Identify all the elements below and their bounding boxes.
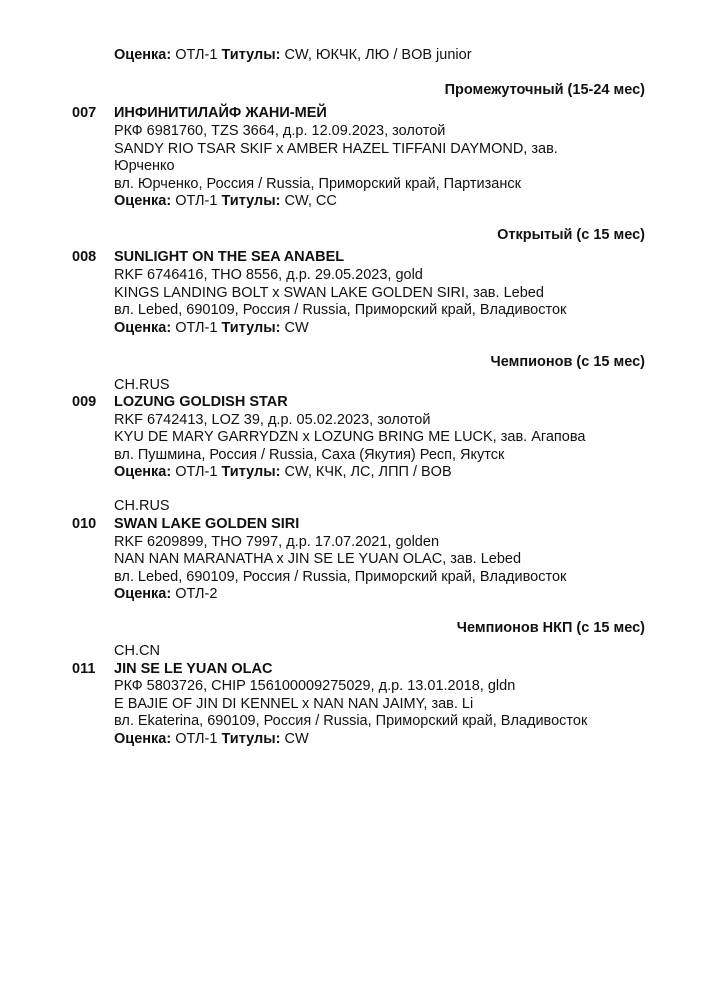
- titles-label: Титулы:: [221, 193, 281, 209]
- titles-label: Титулы:: [221, 731, 281, 747]
- parents-line: SANDY RIO TSAR SKIF x AMBER HAZEL TIFFANI DAYMOND, зав.: [114, 141, 558, 157]
- titles-value: CW, КЧК, ЛС, ЛПП / BOB: [284, 464, 452, 480]
- grade-value: ОТЛ-1: [175, 320, 218, 336]
- dog-name: SUNLIGHT ON THE SEA ANABEL: [114, 249, 345, 265]
- title-prefix: CH.RUS: [114, 498, 170, 514]
- titles-value: CW: [284, 320, 309, 336]
- owner-line: вл. Пушмина, Россия / Russia, Саха (Якутия) Респ, Якутск: [114, 447, 505, 463]
- section-heading: Чемпионов НКП (с 15 мес): [456, 620, 645, 636]
- section-heading: Чемпионов (с 15 мес): [490, 354, 645, 370]
- dog-name: ИНФИНИТИЛАЙФ ЖАНИ-МЕЙ: [114, 105, 327, 121]
- grade-line: [114, 193, 337, 211]
- top-grade-line: [114, 47, 472, 65]
- titles-label: Титулы:: [221, 320, 281, 336]
- owner-line: вл. Ekaterina, 690109, Россия / Russia, Приморский край, Владивосток: [114, 713, 588, 729]
- grade-line: [114, 320, 309, 338]
- titles-value: CW, CC: [284, 193, 337, 209]
- registration-line: RKF 6742413, LOZ 39, д.р. 05.02.2023, золотой: [114, 412, 431, 428]
- grade-value: ОТЛ-1: [175, 464, 218, 480]
- grade-value: ОТЛ-2: [175, 586, 218, 602]
- titles-label: Титулы:: [221, 464, 281, 480]
- entry-number: 010: [72, 516, 97, 532]
- dog-name: LOZUNG GOLDISH STAR: [114, 394, 288, 410]
- owner-line: вл. Lebed, 690109, Россия / Russia, Приморский край, Владивосток: [114, 569, 567, 585]
- owner-line: вл. Lebed, 690109, Россия / Russia, Приморский край, Владивосток: [114, 302, 567, 318]
- parents-line: KINGS LANDING BOLT x SWAN LAKE GOLDEN SIRI, зав. Lebed: [114, 285, 544, 301]
- grade-value: ОТЛ-1: [175, 731, 218, 747]
- title-prefix: CH.CN: [114, 643, 160, 659]
- grade-label: Оценка:: [114, 47, 172, 63]
- section-heading: Промежуточный (15-24 мес): [444, 82, 645, 98]
- entry-number: 011: [72, 661, 96, 677]
- grade-line: [114, 464, 452, 482]
- registration-line: РКФ 5803726, CHIP 156100009275029, д.р. 13.01.2018, gldn: [114, 678, 516, 694]
- dog-name: JIN SE LE YUAN OLAC: [114, 661, 273, 677]
- entry-number: 009: [72, 394, 97, 410]
- titles-value: CW: [284, 731, 309, 747]
- grade-label: Оценка:: [114, 193, 172, 209]
- entry-number: 007: [72, 105, 97, 121]
- grade-label: Оценка:: [114, 464, 172, 480]
- grade-label: Оценка:: [114, 731, 172, 747]
- grade-value: ОТЛ-1: [175, 47, 218, 63]
- grade-line: [114, 586, 217, 604]
- section-heading: Открытый (с 15 мес): [497, 227, 645, 243]
- title-prefix: CH.RUS: [114, 377, 170, 393]
- parents-line: NAN NAN MARANATHA x JIN SE LE YUAN OLAC, зав. Lebed: [114, 551, 522, 567]
- grade-line: [114, 731, 309, 749]
- owner-line: вл. Юрченко, Россия / Russia, Приморский край, Партизанск: [114, 176, 521, 192]
- titles-label: Титулы:: [221, 47, 281, 63]
- parents-line: KYU DE MARY GARRYDZN x LOZUNG BRING ME LUCK, зав. Агапова: [114, 429, 586, 445]
- entry-number: 008: [72, 249, 97, 265]
- registration-line: РКФ 6981760, TZS 3664, д.р. 12.09.2023, золотой: [114, 123, 446, 139]
- grade-value: ОТЛ-1: [175, 193, 218, 209]
- grade-label: Оценка:: [114, 586, 172, 602]
- registration-line: RKF 6209899, THO 7997, д.р. 17.07.2021, golden: [114, 534, 440, 550]
- grade-label: Оценка:: [114, 320, 172, 336]
- parents-line-cont: Юрченко: [114, 158, 175, 174]
- parents-line: E BAJIE OF JIN DI KENNEL x NAN NAN JAIMY, зав. Li: [114, 696, 474, 712]
- registration-line: RKF 6746416, THO 8556, д.р. 29.05.2023, gold: [114, 267, 423, 283]
- titles-value: CW, ЮКЧК, ЛЮ / BOB junior: [284, 47, 472, 63]
- dog-name: SWAN LAKE GOLDEN SIRI: [114, 516, 300, 532]
